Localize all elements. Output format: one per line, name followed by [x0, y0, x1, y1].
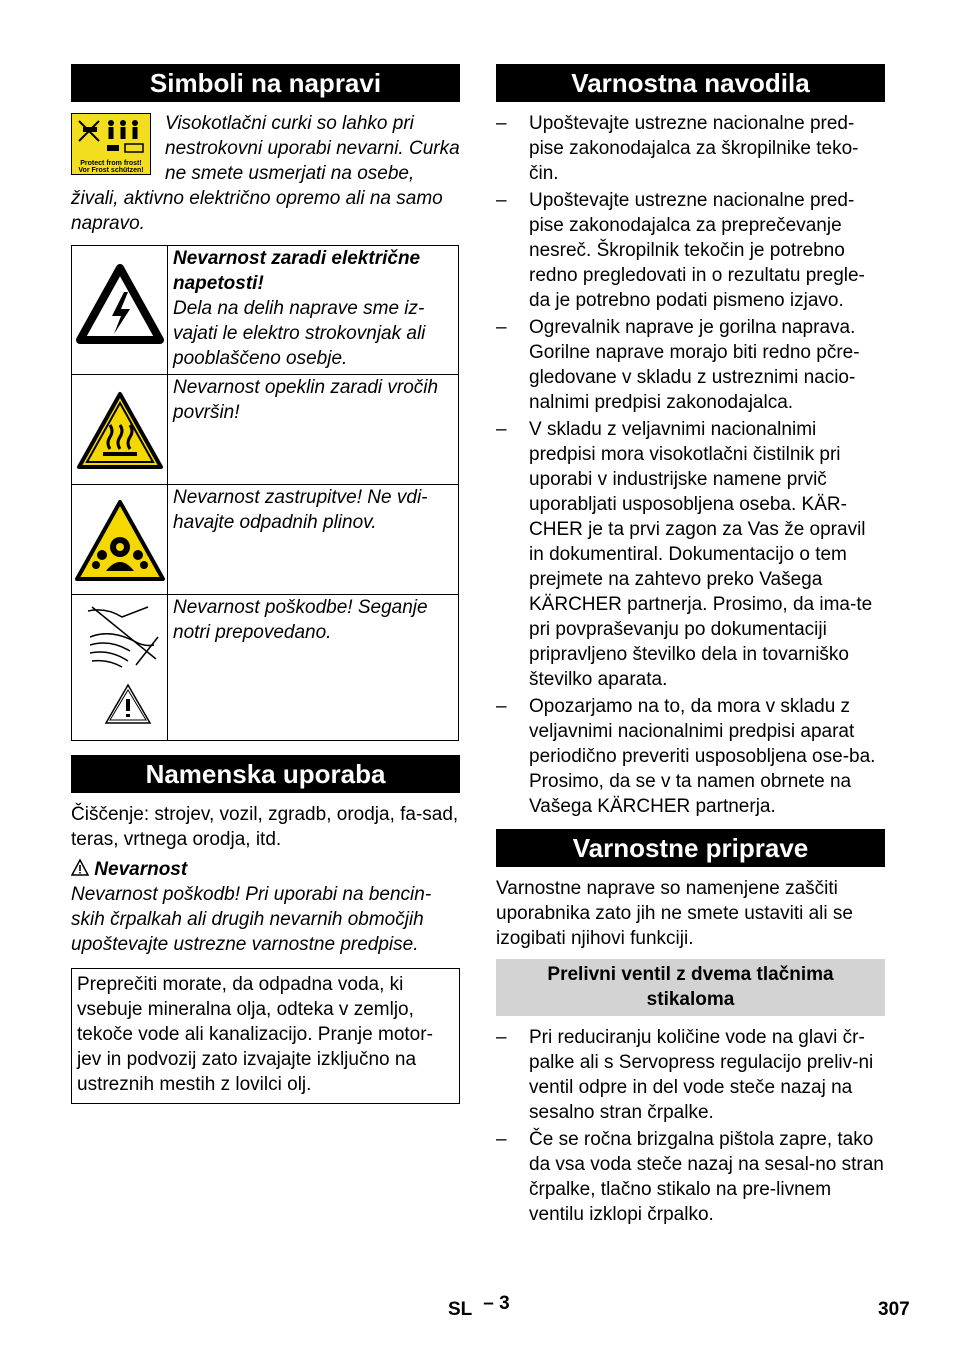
list-item: – V skladu z veljavnimi nacionalnimi predpisi mora visokotlačni čistilnik pri uporabi v industrijske namene prvič uporabljati usposobljena oseba. KÄR-CHER je ta prvi zagon za Vas že opravil in dokumentiral. Dokumentacijo o tem prejmete na zahtevo preko Vašega KÄRCHER partnerja. Prosimo, da ima-te pri povpraševanju po dokumentaciji pripravljeno številko dela in tovarniško številko aparata. [496, 419, 873, 690]
list-item: – Opozarjamo na to, da mora v skladu z veljavnimi nacionalnimi predpisi aparat periodično preveriti usposobljena ose-ba. Prosimo, da se v ta namen obrnete na Vašega KÄRCHER partnerja. [496, 696, 876, 817]
warning-row-toxic [72, 485, 459, 595]
danger-text: Nevarnost poškodb! Pri uporabi na bencin-skih črpalkah ali drugih nevarnih območjih upoštevajte ustrezne varnostne predpise. [71, 884, 432, 955]
warning-table [71, 245, 459, 741]
list-item: – Upoštevajte ustrezne nacionalne pred-pise zakonodajalca za škropilnike teko-čin. [496, 113, 859, 184]
list-item: – Pri reduciranju količine vode na glavi čr-palke ali s Servopress regulacijo preliv-ni ventil odpre in del vode steče nazaj na sesalno stran črpalke. [496, 1027, 874, 1123]
warning-text-electric: Dela na delih naprave sme iz-vajati le elektro strokovnjak ali pooblaščeno osebje. [173, 298, 426, 369]
warning-text-toxic: Nevarnost zastrupitve! Ne vdi-havajte odpadnih plinov. [173, 487, 428, 533]
warning-text-hot: Nevarnost opeklin zaradi vročih površin! [173, 377, 439, 423]
symbols-intro-text: Visokotlačni curki so lahko pri nestrokovni uporabi nevarni. Curka ne smete usmerjati na osebe, živali, aktivno električno opremo ali na samo napravo. [71, 113, 460, 234]
use-text: Čiščenje: strojev, vozil, zgradb, orodja, fa-sad, teras, vrtnega orodja, itd. [71, 804, 459, 850]
toxic-gas-icon [74, 499, 166, 583]
label-text-1: Protect from frost! [80, 160, 142, 167]
warning-row-injury [72, 595, 459, 741]
devices-text: Varnostne naprave so namenjene zaščiti uporabnika zato jih ne smete ustaviti ali se izogibati njihovi funkciji. [496, 878, 853, 949]
warning-title-electric: Nevarnost zaradi električne napetosti! [173, 248, 421, 294]
hot-surface-icon [76, 391, 164, 471]
warning-text-injury: Nevarnost poškodbe! Seganje notri prepovedano. [173, 597, 428, 643]
left-column [71, 64, 460, 1104]
footer-section: – 3 [483, 1293, 510, 1314]
warning-row-hot [72, 375, 459, 485]
page-number: 307 [878, 1299, 910, 1320]
frost-label-icon [71, 113, 151, 175]
use-heading: Namenska uporaba [71, 755, 460, 793]
label-text-2: Vor Frost schützen! [78, 167, 144, 174]
list-item: – Če se ročna brizgalna pištola zapre, tako da vsa voda steče nazaj na sesal-no stran črpalke, tlačno stikalo na pre-livnem ventilu izklopi črpalko. [496, 1129, 884, 1225]
list-item: – Upoštevajte ustrezne nacionalne pred-pise zakonodajalca za preprečevanje nesreč. Škropilnik tekočin je potrebno redno pregledovati in o rezultatu pregle-da je potrebno podati pismeno izjavo. [496, 190, 865, 311]
danger-label: Nevarnost [94, 859, 188, 880]
symbols-heading: Simboli na napravi [71, 64, 460, 102]
safety-list [496, 111, 885, 819]
footer-lang: SL – 3 [448, 1293, 510, 1320]
symbols-intro [71, 111, 460, 236]
valve-heading: Prelivni ventil z dvema tlačnima stikaloma [496, 959, 885, 1016]
valve-list [496, 1025, 885, 1227]
devices-heading: Varnostne priprave [496, 829, 885, 867]
warning-row-electric [72, 246, 459, 375]
danger-notice [71, 857, 460, 882]
environment-text: Preprečiti morate, da odpadna voda, ki vsebuje mineralna olja, odteka v zemljo, tekoče vode ali kanalizacijo. Pranje motor-jev in podvozij zato izvajajte izključno na ustreznih mestih z lovilci olj. [77, 974, 433, 1095]
electric-hazard-icon [76, 264, 164, 346]
safety-heading: Varnostna navodila [496, 64, 885, 102]
list-item: – Ogrevalnik naprave je gorilna naprava. Gorilne naprave morajo biti redno pčre-gledovane v skladu z ustreznimi nacio-nalnimi predpisi zakonodajalca. [496, 317, 860, 413]
hand-injury-icon [76, 597, 164, 733]
right-column [496, 64, 885, 1229]
warning-triangle-icon [71, 859, 89, 876]
environment-box [71, 968, 460, 1104]
